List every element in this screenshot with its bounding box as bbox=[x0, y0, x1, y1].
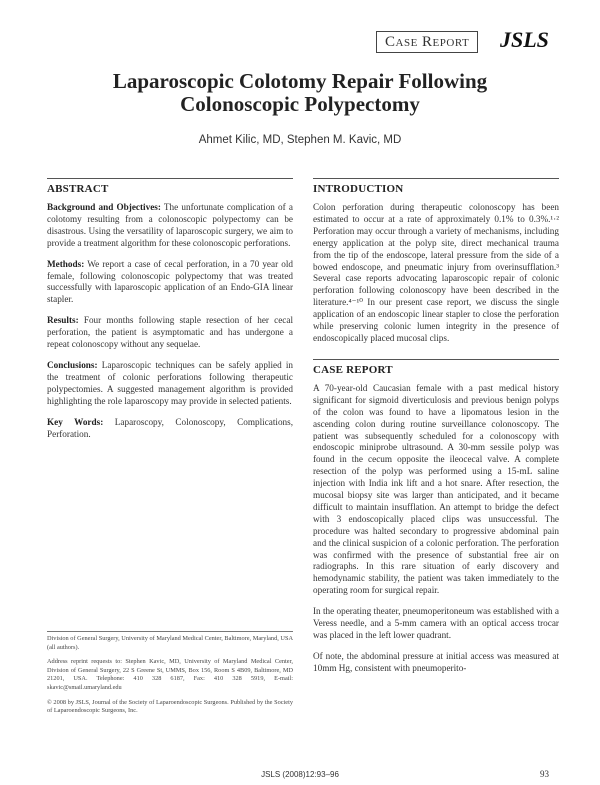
abstract-methods bbox=[47, 259, 293, 307]
title-line-2: Colonoscopic Polypectomy bbox=[180, 92, 420, 116]
introduction-heading: INTRODUCTION bbox=[313, 178, 559, 195]
results-label: Results: bbox=[47, 315, 79, 326]
copyright-note: © 2008 by JSLS, Journal of the Society of Laparoendoscopic Surgeons. Published by the Society of Laparoendoscopic Surgeons, Inc. bbox=[47, 698, 293, 715]
methods-label: Methods: bbox=[47, 258, 85, 269]
case-report-paragraph-1: A 70-year-old Caucasian female with a past medical history significant for sigmoid diverticulosis and previous benign polyps of the colon was found to have a lipomatous lesion in the ascending colon during routine surveillance colonoscopy. The patient was subsequently scheduled for a colonoscopy with endoscopic miniprobe ultrasound. A 30-mm sessile polyp was found in the cecum opposite the ileocecal valve. A complete resection of the polyp was performed using a 15-mL saline injection with India ink lift and a hot snare. After resection, the mucosal biopsy site was larger than anticipated, and it became difficult to maintain insufflation. An attempt to bridge the defect with 3 endoscopically placed clips was unsuccessful. The procedure was halted secondary to progressive abdominal pain and the clinical suspicion of a colonic perforation. The perforation was confirmed with the presence of substantial free air on radiographs. In this rare situation of early discovery and hemodynamic stability, the patient was taken immediately to the operating room for surgical repair. bbox=[313, 382, 559, 596]
author-list: Ahmet Kilic, MD, Stephen M. Kavic, MD bbox=[198, 134, 402, 146]
journal-citation: JSLS (2008)12:93–96 bbox=[261, 770, 339, 779]
abstract-keywords bbox=[47, 417, 293, 441]
address-note: Address reprint requests to: Stephen Kavic, MD, University of Maryland Medical Center, Division of General Surgery, 22 S Greene St, UMMS, Box 156, Room S 4B09, Baltimore, MD 21201, USA. Telephone: 410 328 6187, Fax: 410 328 5919, E-mail: skavic@smail.umaryland.edu bbox=[47, 658, 293, 691]
case-report-paragraph-3: Of note, the abdominal pressure at initial access was measured at 10mm Hg, consistent with pneumoperito- bbox=[313, 650, 559, 673]
affiliation-note: Division of General Surgery, University of Maryland Medical Center, Baltimore, Maryland, USA (all authors). bbox=[47, 635, 293, 651]
case-report-paragraph-2: In the operating theater, pneumoperitoneum was established with a Veress needle, and a 5-mm camera with an optical access trocar was placed in the left lower quadrant. bbox=[313, 606, 559, 640]
footnotes bbox=[47, 631, 293, 722]
abstract-results bbox=[47, 315, 293, 351]
abstract-heading: ABSTRACT bbox=[47, 178, 293, 195]
methods-text: We report a case of cecal perforation, in a 70 year old female, following colonoscopic polypectomy that was treated successfully with laparoscopic application of an Endo-GIA linear stapler. bbox=[47, 258, 293, 305]
page-number: 93 bbox=[540, 769, 549, 779]
title-line-1: Laparoscopic Colotomy Repair Following bbox=[112, 69, 488, 93]
background-text: The unfortunate complication of a colotomy resulting from a colonoscopic polypectomy can be disastrous. Using the versatility of laparoscopic surgery, we aim to provide a treatment algorithm for these colonoscopic perforations. bbox=[47, 202, 293, 248]
abstract-conclusions bbox=[47, 360, 293, 408]
results-text: Four months following staple resection of her cecal perforation, the patient is asymptomatic and has undergone a repeat colonoscopy without any sequelae. bbox=[47, 315, 293, 350]
journal-logo: JSLS bbox=[500, 27, 549, 52]
conclusions-text: Laparoscopic techniques can be safely applied in the treatment of colonic perforations following therapeutic polypectomies. A suggested management algorithm is provided highlighting the role laparoscopy may provide in selected patients. bbox=[47, 359, 294, 406]
keywords-label: Key Words: bbox=[47, 416, 104, 427]
background-label: Background and Objectives: bbox=[47, 202, 161, 212]
right-column bbox=[313, 178, 559, 684]
article-type-label: Case Report bbox=[376, 31, 478, 53]
conclusions-label: Conclusions: bbox=[47, 359, 98, 370]
left-column bbox=[47, 178, 293, 449]
keywords-text: Laparoscopy, Colonoscopy, Complications, Perforation. bbox=[47, 416, 294, 439]
abstract-background bbox=[47, 202, 293, 250]
article-title bbox=[40, 70, 560, 116]
introduction-text: Colon perforation during therapeutic colonoscopy has been estimated to occur at a rate of approximately 0.1% to 0.3%.¹·² Perforation may occur through a variety of mechanisms, including energy application at the polyp site, direct mechanical trauma from the tip of the endoscope, lateral pressure from the side of a bowed endoscope, and pneumatic injury from overinsufflation.³ Several case reports advocating laparoscopic repair of colonic perforation following colonoscopy have been described in the literature.⁴⁻¹⁰ In our present case report, we discuss the single application of an endoscopic linear stapler to close the perforation while preserving colonic lumen integrity in the presence of endoscopically placed mucosal clips. bbox=[313, 202, 559, 343]
case-report-heading: CASE REPORT bbox=[313, 359, 559, 376]
